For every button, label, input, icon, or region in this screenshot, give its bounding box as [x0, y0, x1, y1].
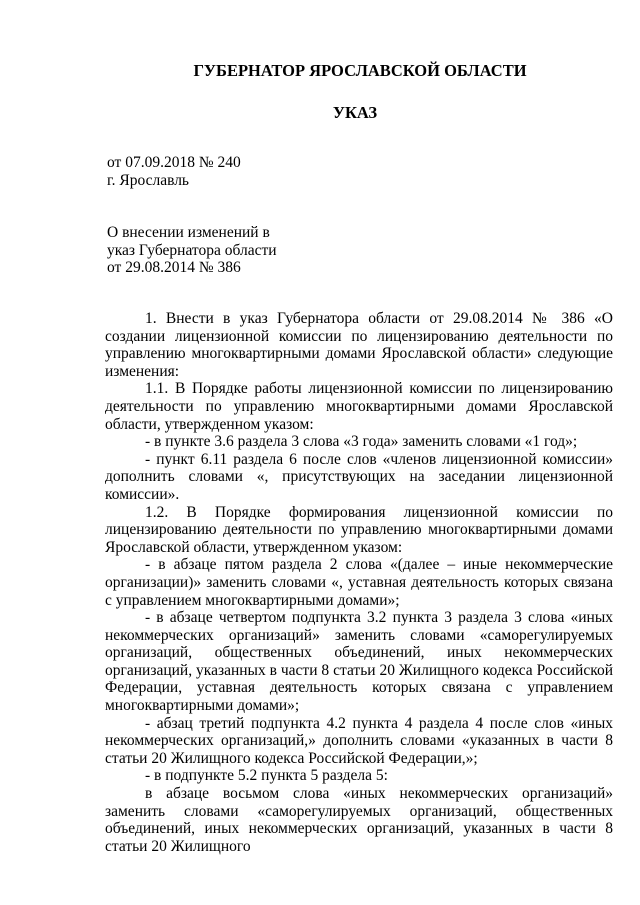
document-subject: [107, 224, 277, 277]
paragraph-1: 1. Внести в указ Губернатора области от 29.08.2014 № 386 «О создании лицензионной комиссии по лицензированию деятельности по управлению многоквартирными домами Ярославской области» следующие изменения:: [105, 310, 613, 380]
subject-line-2: указ Губернатора области: [107, 241, 277, 259]
paragraph-subitem-4-2: - абзац третий подпункта 4.2 пункта 4 раздела 4 после слов «иных некоммерческих организаций,» дополнить словами «указанных в части 8 статьи 20 Жилищного кодекса Российской Федерации,»;: [105, 714, 613, 767]
paragraph-item-3-6: - в пункте 3.6 раздела 3 слова «3 года» заменить словами «1 год»;: [145, 433, 578, 451]
paragraph-1-1: 1.1. В Порядке работы лицензионной комиссии по лицензированию деятельности по управлению многоквартирными домами Ярославской области, утвержденном указом:: [105, 380, 613, 433]
paragraph-subitem-3-2: - в абзаце четвертом подпункта 3.2 пункта 3 раздела 3 слова «иных некоммерческих организаций» заменить словами «саморегулируемых организаций, общественных объединений, иных некоммерческих организаций, указанных в части 8 статьи 20 Жилищного кодекса Российской Федерации, уставная деятельность которых связана с управлением многоквартирными домами»;: [105, 609, 613, 715]
document-type: УКАЗ: [332, 103, 378, 122]
paragraph-item-6-11: - пункт 6.11 раздела 6 после слов «членов лицензионной комиссии» дополнить словами «, присутствующих на заседании лицензионной комиссии».: [105, 450, 613, 503]
paragraph-section-2: - в абзаце пятом раздела 2 слова «(далее – иные некоммерческие организации)» заменить словами «, уставная деятельность которых связана с управлением многоквартирными домами»;: [105, 556, 613, 609]
document-body: [105, 310, 613, 855]
paragraph-abzac-8: в абзаце восьмом слова «иных некоммерческих организаций» заменить словами «саморегулируемых организаций, общественных объединений, иных некоммерческих организаций, указанных в части 8 статьи 20 Жилищного: [105, 785, 613, 855]
date-number: от 07.09.2018 № 240: [107, 154, 241, 171]
paragraph-1-2: 1.2. В Порядке формирования лицензионной комиссии по лицензированию деятельности по управлению многоквартирными домами Ярославской области, утвержденном указом:: [105, 503, 613, 556]
document-meta: [107, 154, 241, 189]
document-authority: ГУБЕРНАТОР ЯРОСЛАВСКОЙ ОБЛАСТИ: [193, 61, 527, 80]
subject-line-1: О внесении изменений в: [107, 224, 270, 241]
paragraph-subitem-5-2: - в подпункте 5.2 пункта 5 раздела 5:: [145, 767, 388, 785]
subject-line-3: от 29.08.2014 № 386: [107, 259, 241, 277]
city: г. Ярославль: [107, 171, 189, 189]
